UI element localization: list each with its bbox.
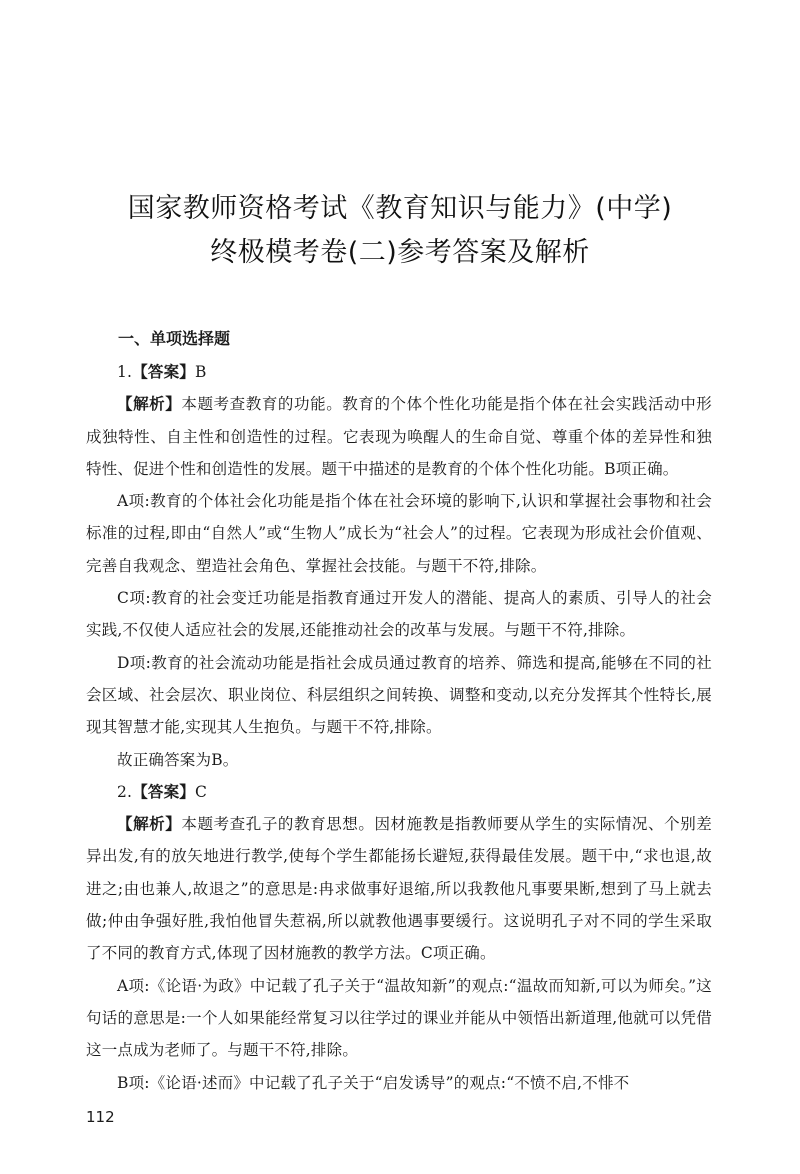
q1-number: 1. [117, 363, 133, 381]
q2-number: 2. [117, 782, 133, 801]
q1-option-c: C项:教育的社会变迁功能是指教育通过开发人的潜能、提高人的素质、引导人的社会实践,不仅使人适应社会的发展,还能推动社会的改革与发展。与题干不符,排除。 [86, 589, 712, 640]
q1-answer-tag: 【答案】 [132, 363, 196, 381]
document-title-line-1: 国家教师资格考试《教育知识与能力》(中学) [127, 193, 673, 224]
document-title-line-2: 终极模考卷(二)参考答案及解析 [210, 237, 590, 268]
q2-answer-line [86, 776, 712, 808]
q2-analysis-text: 本题考查孔子的教育思想。因材施教是指教师要从学生的实际情况、个别差异出发,有的放矢地进行教学,使每个学生都能扬长避短,获得最佳发展。题干中,“求也退,故进之;由也兼人,故退之”的意思是:冉求做事好退缩,所以我教他凡事要果断,想到了马上就去做;仲由争强好胜,我怕他冒失惹祸,所以就教他遇事要缓行。这说明孔子对不同的学生采取了不同的教育方式,体现了因材施教的教学方法。C项正确。 [86, 815, 712, 963]
q1-answer-value: B [195, 363, 207, 381]
q2-analysis-tag: 【解析】 [117, 815, 182, 834]
q1-analysis [86, 388, 712, 485]
q2-option-a: A项:《论语·为政》中记载了孔子关于“温故知新”的观点:“温故而知新,可以为师矣。”这句话的意思是:一个人如果能经常复习以往学过的课业并能从中领悟出新道理,他就可以凭借这一点成为老师了。与题干不符,排除。 [86, 976, 712, 1060]
q1-analysis-text: 本题考查教育的功能。教育的个体个性化功能是指个体在社会实践活动中形成独特性、自主性和创造性的过程。它表现为唤醒人的生命自觉、尊重个体的差异性和独特性、促进个性和创造性的发展。题干中描述的是教育的个体个性化功能。B项正确。 [86, 395, 712, 478]
q1-answer-line [86, 356, 712, 388]
q2-analysis [86, 808, 712, 969]
section-heading: 一、单项选择题 [118, 329, 231, 348]
q1-option-a: A项:教育的个体社会化功能是指个体在社会环境的影响下,认识和掌握社会事物和社会标准的过程,即由“自然人”或“生物人”成长为“社会人”的过程。它表现为形成社会价值观、完善自我观念、塑造社会角色、掌握社会技能。与题干不符,排除。 [86, 492, 712, 575]
page-number: 112 [86, 1108, 115, 1126]
q2-option-b: B项:《论语·述而》中记载了孔子关于“启发诱导”的观点:“不愤不启,不悱不 [117, 1073, 630, 1092]
q1-option-d: D项:教育的社会流动功能是指社会成员通过教育的培养、筛选和提高,能够在不同的社会区域、社会层次、职业岗位、科层组织之间转换、调整和变动,以充分发挥其个性特长,展现其智慧才能,实现其人生抱负。与题干不符,排除。 [86, 653, 712, 737]
q2-answer-value: C [195, 782, 208, 801]
q1-conclusion: 故正确答案为B。 [117, 750, 239, 769]
q2-answer-tag: 【答案】 [132, 782, 196, 801]
q1-analysis-tag: 【解析】 [117, 395, 182, 414]
answer-body [86, 356, 712, 1099]
